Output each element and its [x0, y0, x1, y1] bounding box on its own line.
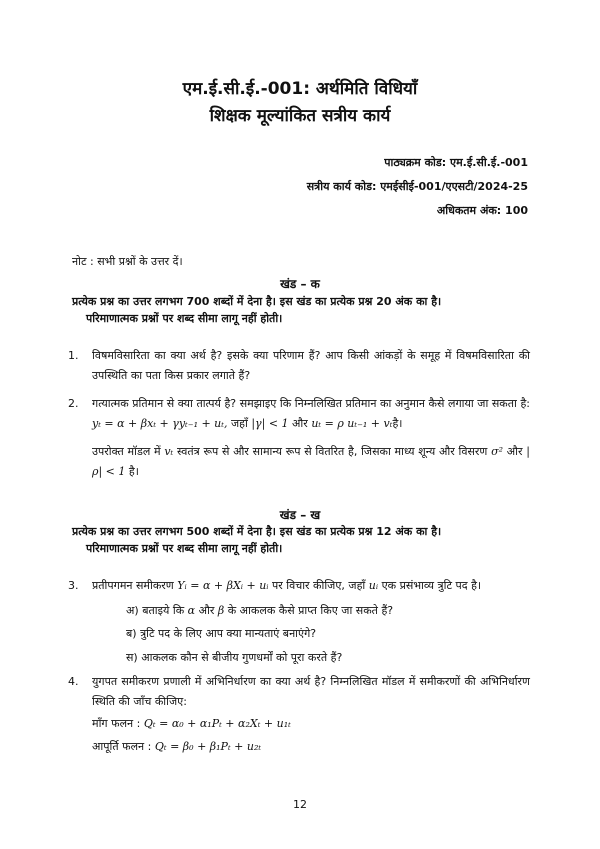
equation: Yᵢ = α + βXᵢ + uᵢ	[177, 579, 269, 592]
question-text: है।	[128, 465, 139, 478]
document-subtitle: शिक्षक मूल्यांकित सत्रीय कार्य	[209, 106, 391, 126]
question-1	[68, 346, 530, 386]
question-text: और	[506, 445, 523, 458]
assignment-code: सत्रीय कार्य कोड: एमईसीई-001/एएसटी/2024-25	[306, 180, 528, 193]
section-b-heading: खंड – ख	[279, 508, 321, 522]
demand-function	[92, 714, 530, 734]
equation: α	[187, 604, 196, 617]
question-4	[68, 672, 530, 712]
sub-question-text: और	[198, 604, 215, 617]
page-number: 12	[293, 798, 307, 811]
equation: |ρ| < 1	[92, 445, 530, 478]
question-text: गत्यात्मक प्रतिमान से क्या तात्पर्य है? समझाइए कि निम्नलिखित प्रतिमान का अनुमान कैसे लगाया जा सकता है:	[92, 397, 530, 410]
demand-label: माँग फलन :	[92, 717, 141, 730]
supply-label: आपूर्ति फलन :	[92, 740, 152, 753]
equation: vₜ	[164, 445, 174, 458]
question-3-sub-c: स) आकलक कौन से बीजीय गुणधर्मों को पूरा करते हैं?	[126, 651, 343, 664]
question-number: 4.	[68, 675, 79, 688]
section-a-instructions	[72, 293, 532, 327]
sub-question-text: के आकलक कैसे प्राप्त किए जा सकते हैं?	[227, 604, 394, 617]
question-text: है।	[392, 417, 403, 430]
section-a-heading: खंड – क	[280, 277, 320, 291]
question-number: 1.	[68, 349, 79, 362]
note: नोट : सभी प्रश्नों के उत्तर दें।	[72, 255, 183, 268]
sub-question-text: अ) बताइये कि	[126, 604, 185, 617]
question-number: 3.	[68, 579, 79, 592]
question-text: विषमविसारिता का क्या अर्थ है? इसके क्या परिणाम हैं? आप किसी आंकड़ों के समूह में विषमविसारिता की उपस्थिति का पता किस प्रकार लगाते हैं?	[92, 349, 530, 382]
question-text: उपरोक्त मॉडल में	[92, 445, 161, 458]
equation: yₜ = α + βxₜ + γyₜ₋₁ + uₜ,	[92, 417, 228, 430]
question-number: 2.	[68, 397, 79, 410]
question-text: पर विचार कीजिए, जहाँ	[272, 579, 366, 592]
section-a-instruction-1: प्रत्येक प्रश्न का उत्तर लगभग 700 शब्दों में देना है। इस खंड का प्रत्येक प्रश्न 20 अंक का है।	[72, 295, 442, 308]
question-3	[68, 576, 530, 596]
section-a-instruction-2: परिमाणात्मक प्रश्नों पर शब्द सीमा लागू नहीं होती।	[86, 312, 283, 325]
question-3-sub-b: ब) त्रुटि पद के लिए आप क्या मान्यताएं बनाएंगे?	[126, 627, 317, 640]
course-code: पाठ्यक्रम कोड: एम.ई.सी.ई.-001	[384, 156, 528, 169]
question-3-sub-a	[126, 603, 393, 618]
equation: uₜ = ρ uₜ₋₁ + vₜ	[311, 417, 393, 430]
section-b-instruction-1: प्रत्येक प्रश्न का उत्तर लगभग 500 शब्दों में देना है। इस खंड का प्रत्येक प्रश्न 12 अंक का है।	[72, 525, 442, 538]
equation: β	[217, 604, 225, 617]
equation: uᵢ	[368, 579, 379, 592]
question-text: और	[292, 417, 308, 430]
section-b-instructions	[72, 523, 532, 557]
question-text: जहाँ	[230, 417, 248, 430]
equation: |γ| < 1	[251, 417, 289, 430]
section-b-instruction-2: परिमाणात्मक प्रश्नों पर शब्द सीमा लागू नहीं होती।	[86, 542, 283, 555]
demand-equation: Qₜ = α₀ + α₁Pₜ + α₂Xₜ + u₁ₜ	[143, 717, 291, 730]
question-text: स्वतंत्र रूप से और सामान्य रूप से वितरित है, जिसका माध्य शून्य और विसरण	[177, 445, 488, 458]
supply-function	[92, 737, 530, 757]
equation: σ²	[491, 445, 504, 458]
question-2-continued	[92, 442, 530, 482]
document-title: एम.ई.सी.ई.-001: अर्थमिति विधियाँ	[182, 79, 418, 99]
max-marks: अधिकतम अंक: 100	[436, 204, 528, 217]
supply-equation: Qₜ = β₀ + β₁Pₜ + u₂ₜ	[154, 740, 262, 753]
question-text: एक प्रसंभाव्य त्रुटि पद है।	[381, 579, 482, 592]
question-2	[68, 394, 530, 434]
question-text: प्रतीपगमन समीकरण	[92, 579, 174, 592]
question-text: युगपत समीकरण प्रणाली में अभिनिर्धारण का क्या अर्थ है? निम्नलिखित मॉडल में समीकरणों की अभिनिर्धारण स्थिति की जाँच कीजिए:	[92, 675, 530, 708]
